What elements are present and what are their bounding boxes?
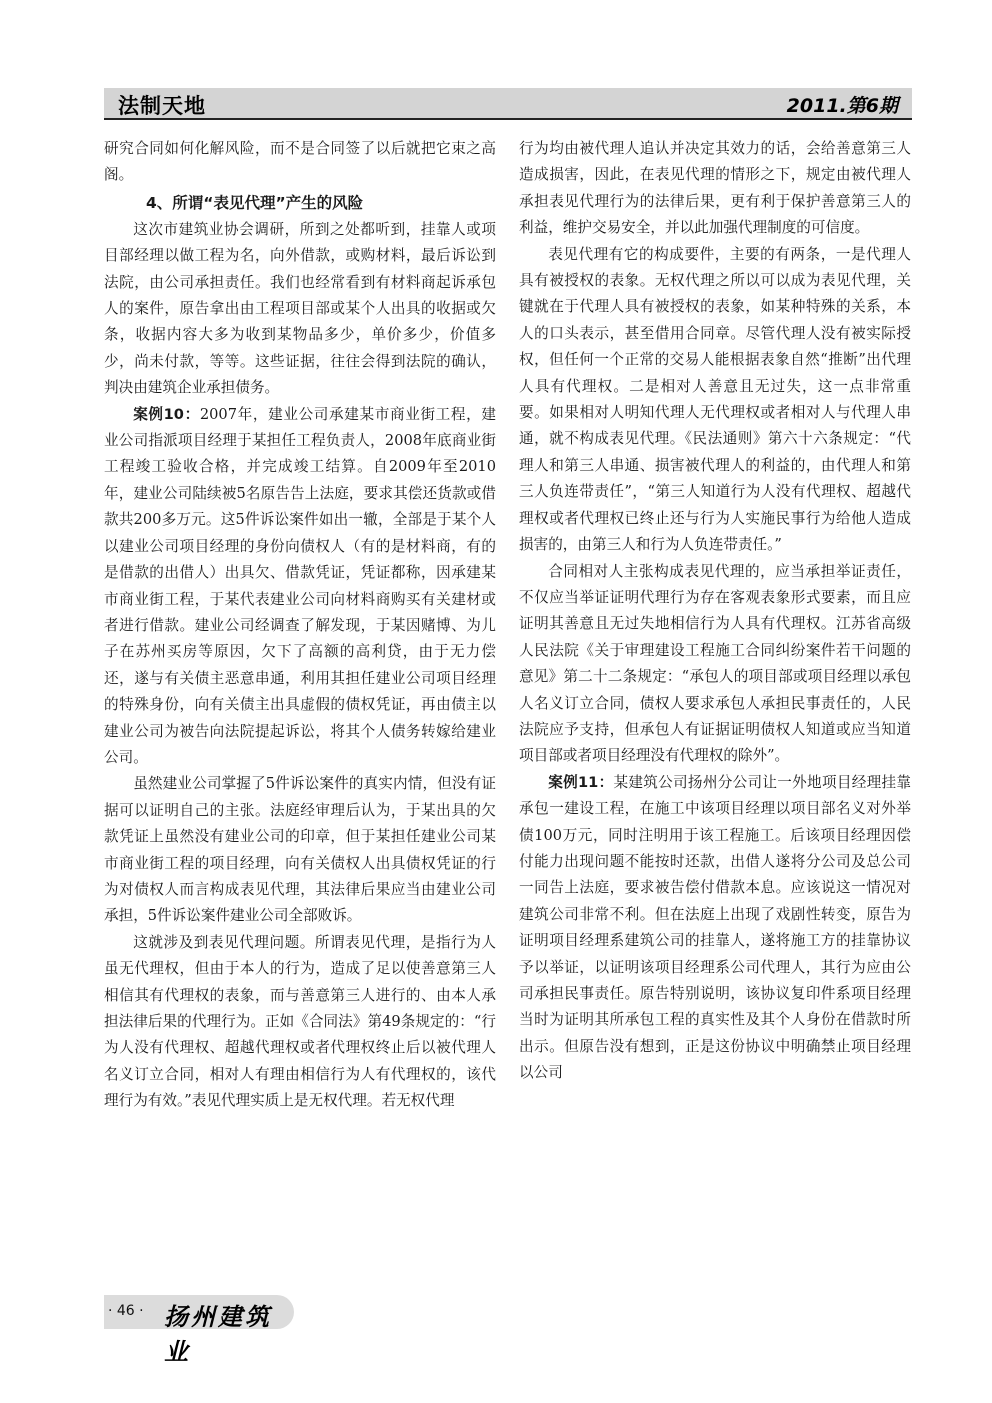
case-text: 2007年，建业公司承建某市商业街工程，建业公司指派项目经理于某担任工程负责人，2008年底商业街工程竣工验收合格，并完成竣工结算。自2009年至2010年，建业公司陆续被5名原告告上法庭，要求其偿还货款或借款共200多万元。这5件诉讼案件如出一辙，全部是于某个人以建业公司项目经理的身份向债权人（有的是材料商，有的是借款的出借人）出具欠、借款凭证，凭证都称，因承建某市商业街工程，于某代表建业公司向材料商购买有关建材或者进行借款。建业公司经调查了解发现，于某因赌博、为儿子在苏州买房等原因，欠下了高额的高利贷，由于无力偿还，遂与有关债主恶意串通，利用其担任建业公司项目经理的特殊身份，向有关债主出具虚假的债权凭证，再由债主以建业公司为被告向法院提起诉讼，将其个人债务转嫁给建业公司。 (104, 405, 496, 766)
page-footer (104, 1295, 294, 1366)
paragraph: 行为均由被代理人追认并决定其效力的话，会给善意第三人造成损害，因此，在表见代理的情形之下，规定由被代理人承担表见代理行为的法律后果，更有利于保护善意第三人的利益，维护交易安全，并以此加强代理制度的可信度。 (519, 140, 911, 237)
magazine-logo: 扬州建筑业 (164, 1302, 272, 1366)
case-text: 某建筑公司扬州分公司让一外地项目经理挂靠承包一建设工程，在施工中该项目经理以项目部名义对外举债100万元，同时注明用于该工程施工。后该项目经理因偿付能力出现问题不能按时还款，出借人遂将分公司及总公司一同告上法庭，要求被告偿付借款本息。应该说这一情况对建筑公司非常不利。但在法庭上出现了戏剧性转变，原告为证明项目经理系建筑公司的挂靠人，遂将施工方的挂靠协议予以举证，以证明该项目经理系公司代理人，其行为应由公司承担民事责任。原告特别说明，该协议复印件系项目经理当时为证明其所承包工程的真实性及其个人身份在借款时所出示。但原告没有想到，正是这份协议中明确禁止项目经理以公司 (519, 773, 911, 1082)
case-label: 案例11： (548, 773, 614, 791)
right-column (519, 136, 911, 1256)
paragraph: 合同相对人主张构成表见代理的，应当承担举证责任，不仅应当举证证明代理行为存在客观表象形式要素，而且应证明其善意且无过失地相信行为人具有代理权。江苏省高级人民法院《关于审理建设工程施工合同纠纷案件若干问题的意见》第二十二条规定：“承包人的项目部或项目经理以承包人名义订立合同，债权人要求承包人承担民事责任的，人民法院应予支持，但承包人有证据证明债权人知道或应当知道项目部或者项目经理没有代理权的除外”。 (519, 562, 911, 765)
case-paragraph (104, 402, 496, 772)
section-heading: 4、所谓“表见代理”产生的风险 (146, 193, 364, 212)
paragraph: 表见代理有它的构成要件，主要的有两条，一是代理人具有被授权的表象。无权代理之所以可以成为表见代理，关键就在于代理人具有被授权的表象，如某种特殊的关系，本人的口头表示，甚至借用合同章。尽管代理人没有被实际授权，但任何一个正常的交易人能根据表象自然“推断”出代理人具有代理权。二是相对人善意且无过失，这一点非常重要。如果相对人明知代理人无代理权或者相对人与代理人串通，就不构成表见代理。《民法通则》第六十六条规定：“代理人和第三人串通、损害被代理人的利益的，由代理人和第三人负连带责任”，“第三人知道行为人没有代理权、超越代理权或者代理权已终止还与行为人实施民事行为给他人造成损害的，由第三人和行为人负连带责任。” (519, 245, 911, 554)
paragraph: 虽然建业公司掌握了5件诉讼案件的真实内情，但没有证据可以证明自己的主张。法庭经审理后认为，于某出具的欠款凭证上虽然没有建业公司的印章，但于某担任建业公司某市商业街工程的项目经理，向有关债权人出具债权凭证的行为对债权人而言构成表见代理，其法律后果应当由建业公司承担，5件诉讼案件建业公司全部败诉。 (104, 775, 496, 925)
section-title: 法制天地 (118, 94, 206, 118)
paragraph: 研究合同如何化解风险，而不是合同签了以后就把它束之高阁。 (104, 140, 496, 184)
case-label: 案例10： (133, 405, 200, 423)
issue-number: 2011.第6期 (786, 95, 898, 117)
paragraph: 这就涉及到表见代理问题。所谓表见代理，是指行为人虽无代理权，但由于本人的行为，造成了足以使善意第三人相信其有代理权的表象，而与善意第三人进行的、由本人承担法律后果的代理行为。正如《合同法》第49条规定的：“行为人没有代理权、超越代理权或者代理权终止后以被代理人名义订立合同，相对人有理由相信行为人有代理权的，该代理行为有效。”表见代理实质上是无权代理。若无权代理 (104, 933, 496, 1110)
page-number: · 46 · (108, 1303, 144, 1319)
paragraph: 这次市建筑业协会调研，所到之处都听到，挂靠人或项目部经理以做工程为名，向外借款，或购材料，最后诉讼到法院，由公司承担责任。我们也经常看到有材料商起诉承包人的案件，原告拿出由工程项目部或某个人出具的收据或欠条，收据内容大多为收到某物品多少，单价多少，价值多少，尚未付款，等等。这些证据，往往会得到法院的确认，判决由建筑企业承担债务。 (104, 220, 496, 397)
case-paragraph (519, 770, 911, 1087)
page-header (104, 88, 912, 120)
left-column (104, 136, 496, 1256)
